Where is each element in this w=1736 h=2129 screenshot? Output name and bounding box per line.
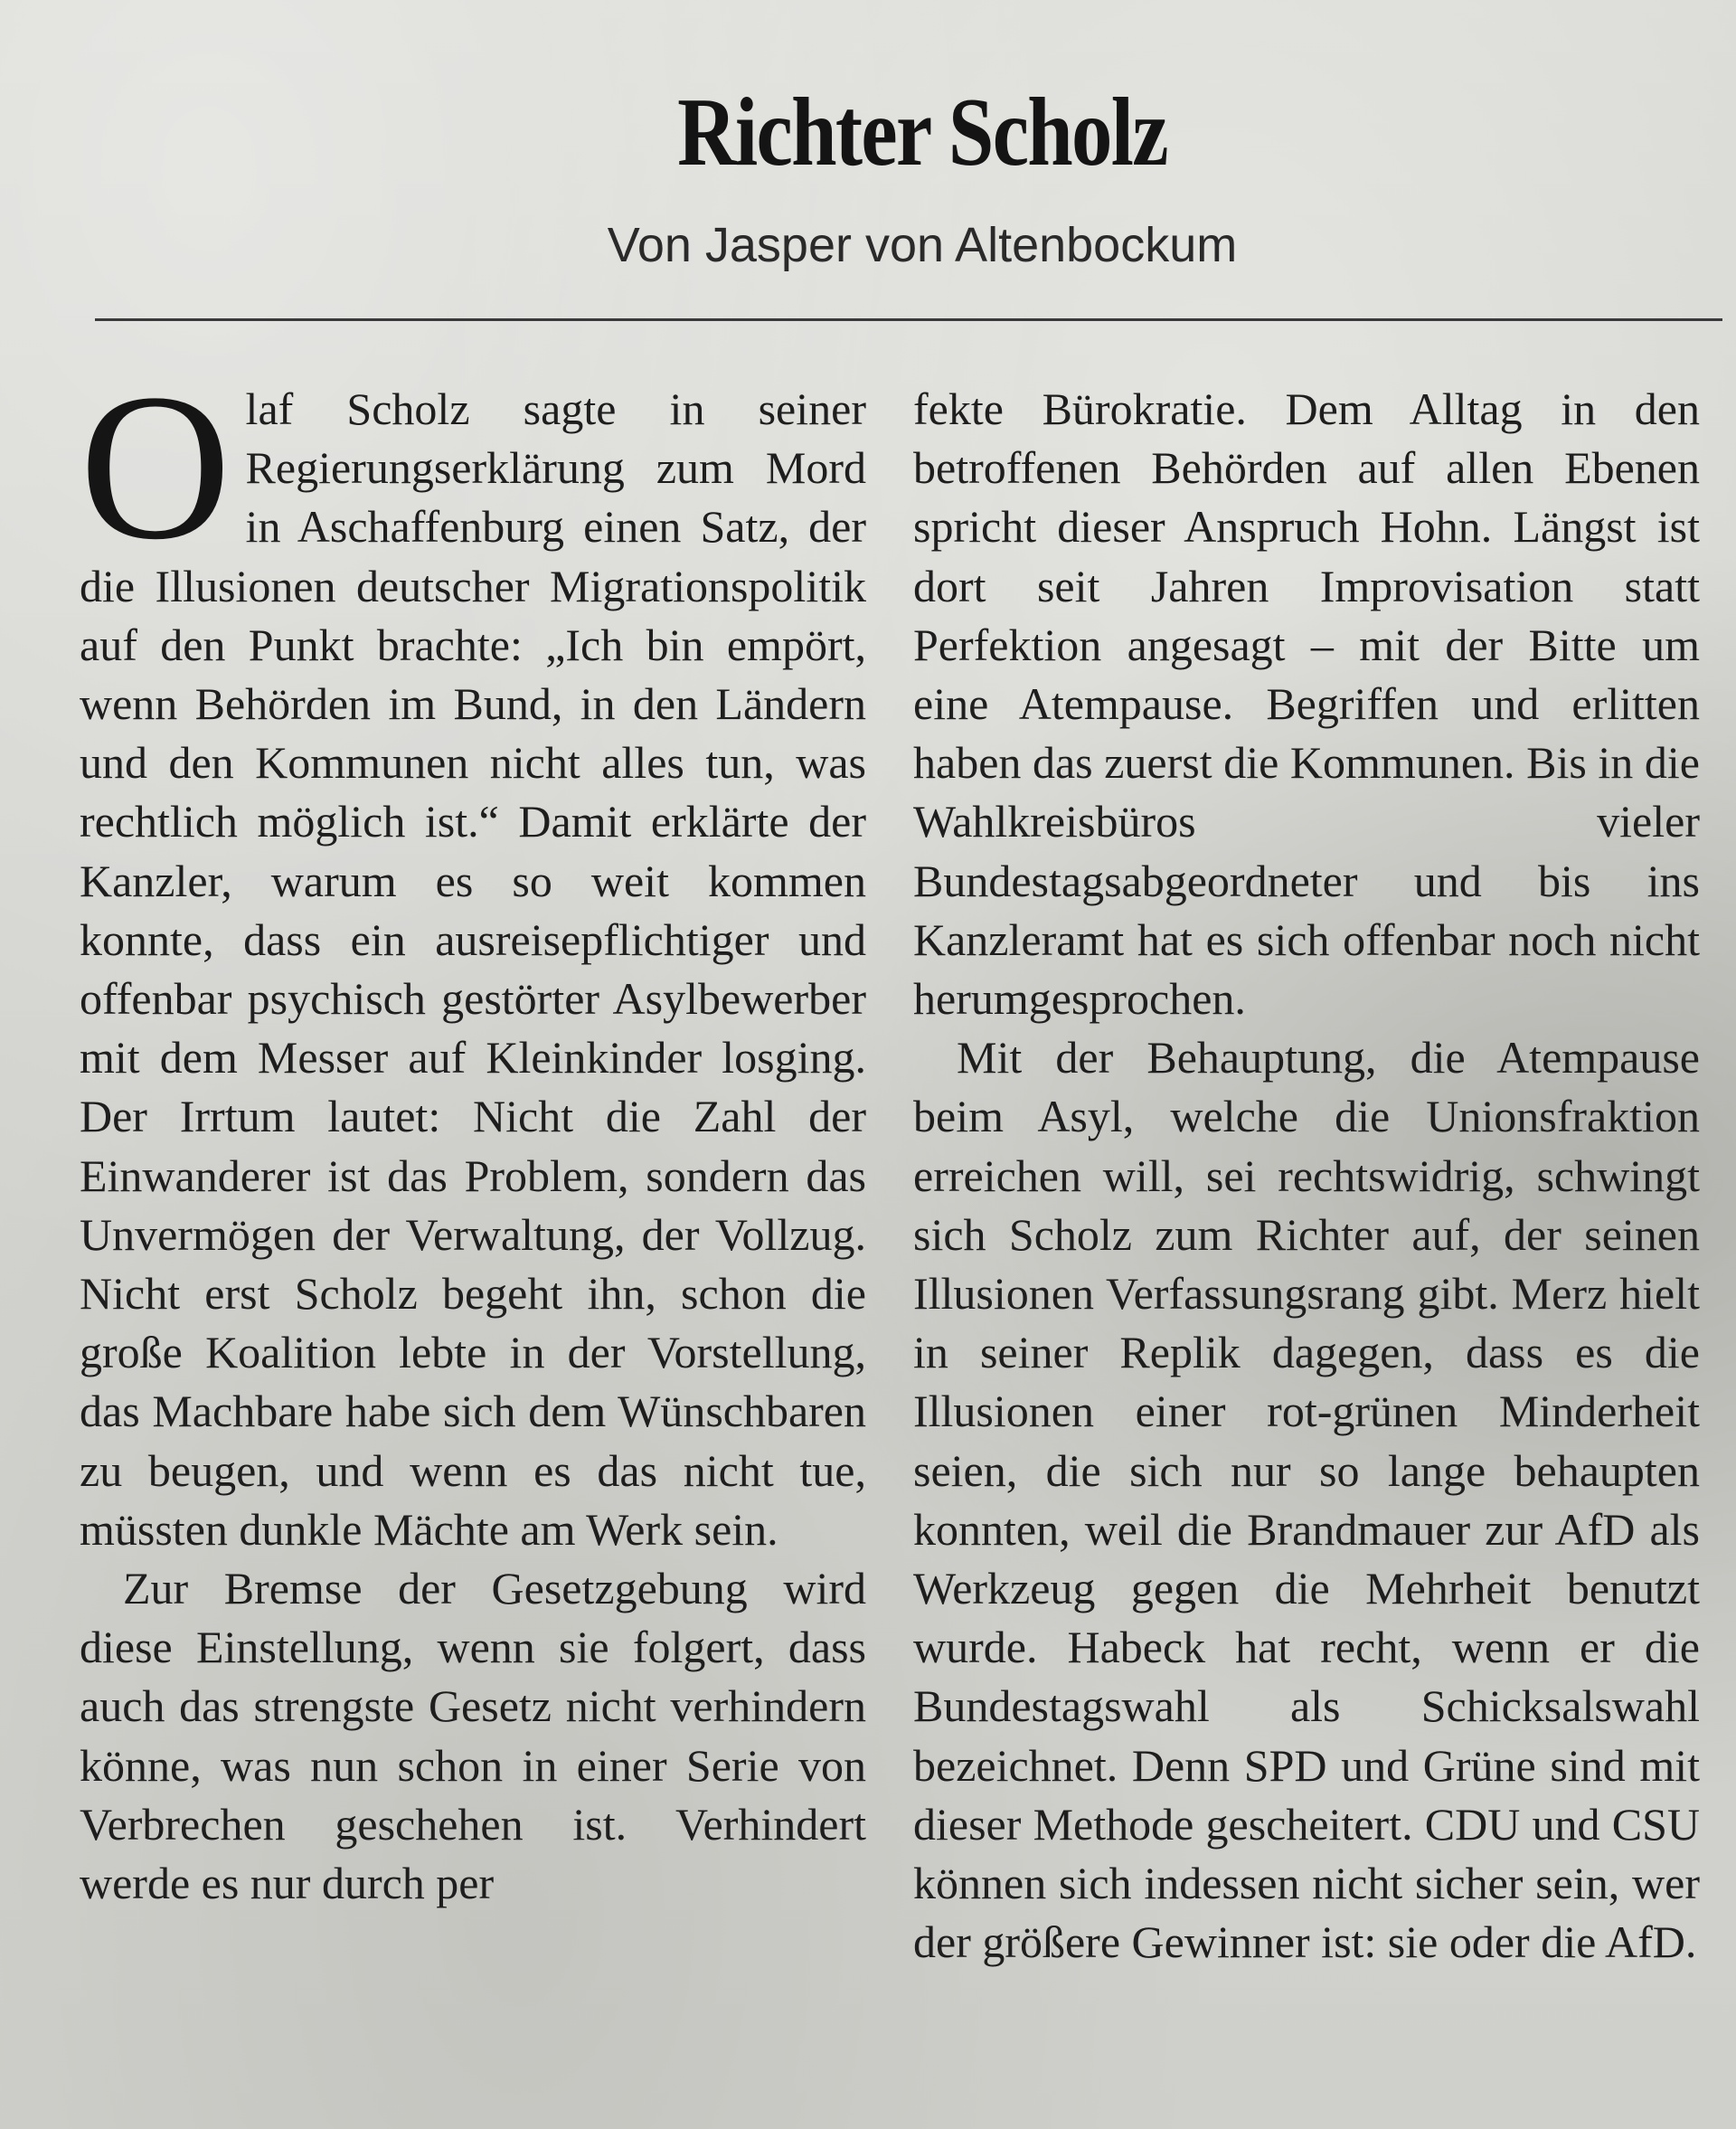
article-headline: Richter Scholz: [677, 79, 1167, 186]
article-byline: Von Jasper von Altenbockum: [607, 218, 1238, 272]
paragraph-1-text: laf Scholz sagte in seiner Regierungserklärung zum Mord in Aschaffenburg einen Satz, der die Illusionen deutscher Migrationspolitik auf den Punkt brachte: „Ich bin empört, wenn Behörden im Bund, in den Ländern und den Kommunen nicht alles tun, was rechtlich möglich ist.“ Damit erklärte der Kanzler, warum es so weit kommen konnte, dass ein ausreisepflichtiger und offenbar psychisch gestörter Asylbewerber mit dem Messer auf Kleinkinder losging. Der Irrtum lautet: Nicht die Zahl der Einwanderer ist das Problem, sondern das Unvermögen der Verwaltung, der Vollzug. Nicht erst Scholz begeht ihn, schon die große Koalition lebte in der Vorstellung, das Machbare habe sich dem Wünschbaren zu beugen, und wenn es das nicht tue, müssten dunkle Mächte am Werk sein.: [80, 383, 866, 1555]
article-paragraph-1: [80, 351, 866, 1559]
drop-cap: O: [80, 351, 231, 583]
article-paragraph-2-continued: fekte Bürokratie. Dem Alltag in den betroffenen Behörden auf allen Ebenen spricht dieser Anspruch Hohn. Längst ist dort seit Jahren Improvisation statt Perfektion angesagt – mit der Bitte um eine Atempause. Begriffen und erlitten haben das zuerst die Kommunen. Bis in die Wahlkreisbüros vieler Bundestagsabgeordneter und bis ins Kanzleramt hat es sich offenbar noch nicht herumgesprochen.: [913, 383, 1700, 1025]
article-paragraph-2: Zur Bremse der Gesetzgebung wird diese Einstellung, wenn sie folgert, dass auch das strengste Gesetz nicht verhindern könne, was nun schon in einer Serie von Verbrechen geschehen ist. Verhindert werde es nur durch per: [80, 1563, 866, 1909]
text-column-left: [80, 351, 866, 1913]
article-paragraph-3: Mit der Behauptung, die Atempause beim Asyl, welche die Unionsfraktion erreichen will, sei rechtswidrig, schwingt sich Scholz zum Richter auf, der seinen Illusionen Verfassungsrang gibt. Merz hielt in seiner Replik dagegen, dass es die Illusionen einer rot-grünen Minderheit seien, die sich nur so lange behaupten konnten, weil die Brandmauer zur AfD als Werkzeug gegen die Mehrheit benutzt wurde. Habeck hat recht, wenn er die Bundestagswahl als Schicksalswahl bezeichnet. Denn SPD und Grüne sind mit dieser Methode gescheitert. CDU und CSU können sich indessen nicht sicher sein, wer der größere Gewinner ist: sie oder die AfD.: [913, 1032, 1700, 1968]
text-column-right: [913, 380, 1700, 1972]
headline-rule: [95, 318, 1722, 321]
